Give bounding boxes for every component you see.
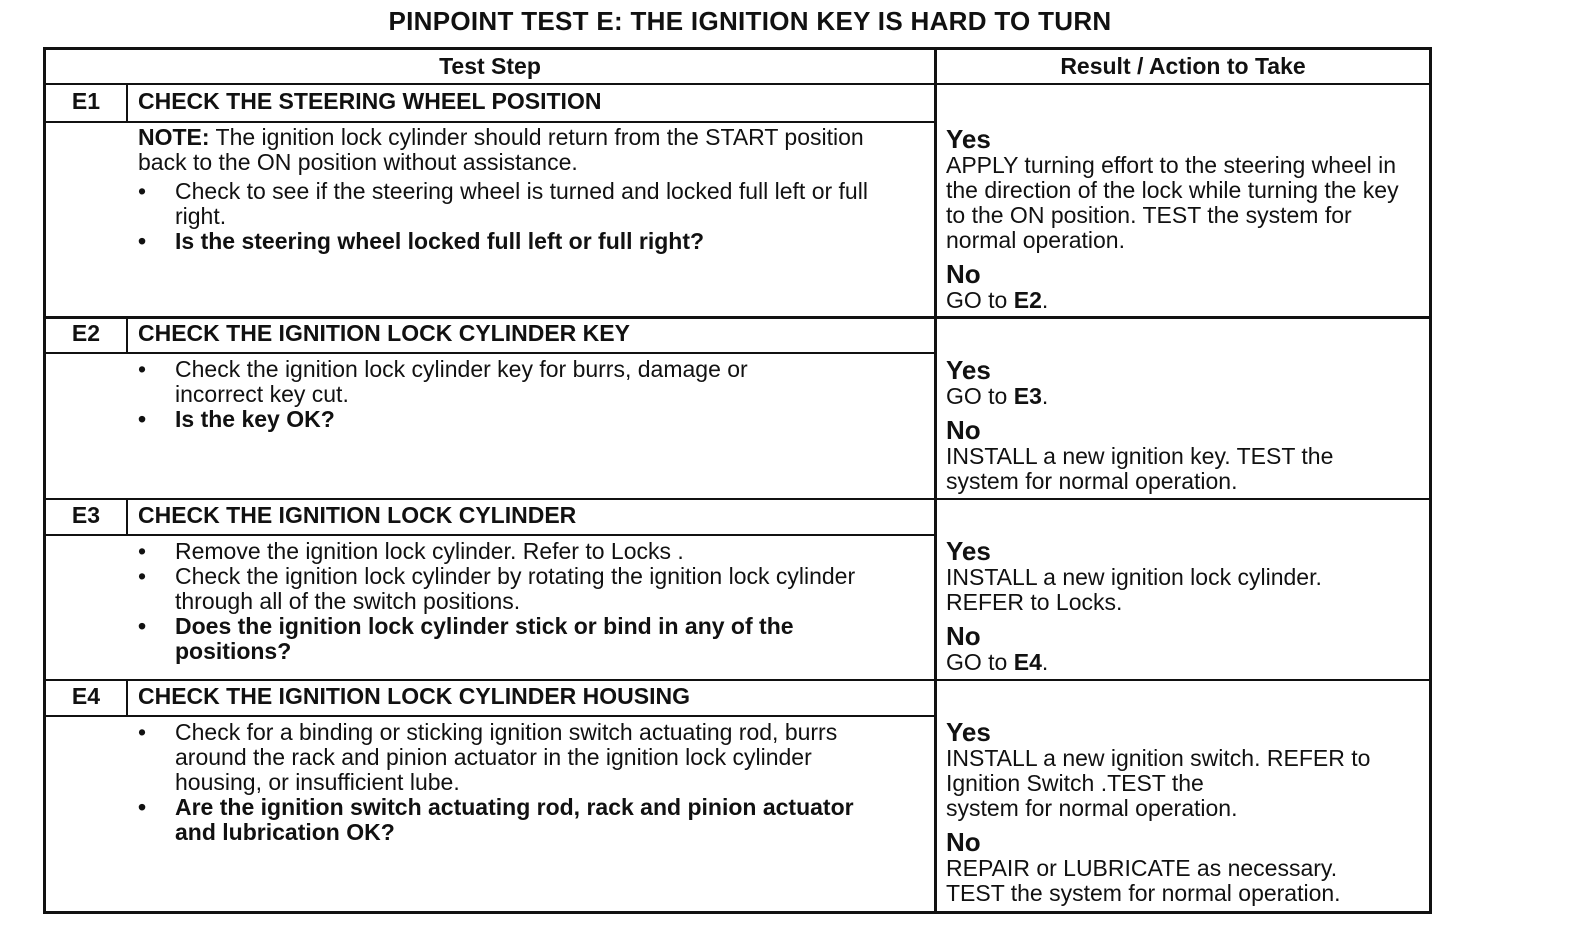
step-question: • Is the steering wheel locked full left or full right? — [138, 229, 898, 254]
step-question: • Does the ignition lock cylinder stick or bind in any of the positions? — [138, 614, 888, 664]
step-title: CHECK THE STEERING WHEEL POSITION — [138, 88, 602, 114]
no-action: INSTALL a new ignition key. TEST the system for normal operation. — [946, 443, 1334, 494]
step-id: E2 — [71, 320, 101, 346]
no-label: No — [946, 621, 981, 651]
step-body — [138, 720, 868, 845]
step-reference: E4 — [1013, 649, 1042, 675]
step-id: E1 — [71, 88, 101, 114]
no-action: GO to E4. — [946, 649, 1049, 675]
list-item: • Check the ignition lock cylinder by rotating the ignition lock cylinder through all of the switch positions. — [138, 564, 888, 614]
yes-label: Yes — [946, 717, 991, 747]
step-id: E4 — [71, 683, 101, 709]
step-question: • Are the ignition switch actuating rod, rack and pinion actuator and lubrication OK? — [138, 795, 868, 845]
step-title: CHECK THE IGNITION LOCK CYLINDER HOUSING — [138, 683, 691, 709]
result-cell — [946, 125, 1421, 320]
no-label: No — [946, 259, 981, 289]
step-body — [138, 357, 838, 432]
step-title-divider — [46, 715, 934, 717]
step-body — [138, 539, 888, 664]
result-cell — [946, 718, 1426, 913]
note-text: The ignition lock cylinder should return from the START position back to the ON position without assistance. — [138, 124, 864, 175]
list-item: • Check the ignition lock cylinder key for burrs, damage or incorrect key cut. — [138, 357, 838, 407]
yes-label: Yes — [946, 124, 991, 154]
no-label: No — [946, 827, 981, 857]
no-action: REPAIR or LUBRICATE as necessary. TEST the system for normal operation. — [946, 855, 1341, 906]
yes-action: INSTALL a new ignition lock cylinder. REFER to Locks. — [946, 564, 1322, 615]
step-title: CHECK THE IGNITION LOCK CYLINDER — [138, 502, 577, 528]
step-id-divider — [126, 500, 128, 534]
header-test-step: Test Step — [439, 53, 541, 79]
step-id: E3 — [71, 502, 101, 528]
no-action: GO to E2. — [946, 287, 1049, 313]
pinpoint-test-table — [43, 47, 1432, 914]
result-cell — [946, 537, 1376, 682]
no-label: No — [946, 415, 981, 445]
list-item: • Check for a binding or sticking ignition switch actuating rod, burrs around the rack and pinion actuator in the ignition lock cylinder housing, or insufficient lube. — [138, 720, 868, 795]
step-divider — [46, 316, 1429, 319]
step-reference: E2 — [1013, 287, 1042, 313]
step-id-divider — [126, 681, 128, 715]
yes-action: INSTALL a new ignition switch. REFER to Ignition Switch .TEST the system for normal operation. — [946, 745, 1371, 821]
list-item: • Check to see if the steering wheel is turned and locked full left or full right. — [138, 179, 898, 229]
note-label: NOTE: — [138, 124, 210, 150]
yes-label: Yes — [946, 355, 991, 385]
step-divider — [46, 679, 1429, 681]
step-body — [138, 125, 898, 254]
note — [138, 125, 898, 175]
column-divider — [934, 50, 937, 911]
step-title-divider — [46, 352, 934, 354]
yes-action: GO to E3. — [946, 383, 1049, 409]
step-id-divider — [126, 85, 128, 121]
step-title: CHECK THE IGNITION LOCK CYLINDER KEY — [138, 320, 630, 346]
step-title-divider — [46, 121, 934, 123]
yes-action: APPLY turning effort to the steering wheel in the direction of the lock while turning the key to the ON position. TEST the system for normal operation. — [946, 152, 1399, 253]
step-question: • Is the key OK? — [138, 407, 838, 432]
header-divider — [46, 83, 1429, 85]
result-cell — [946, 356, 1421, 501]
list-item: • Remove the ignition lock cylinder. Refer to Locks . — [138, 539, 888, 564]
page-title: PINPOINT TEST E: THE IGNITION KEY IS HARD TO TURN — [388, 6, 1112, 36]
yes-label: Yes — [946, 536, 991, 566]
step-divider — [46, 498, 1429, 500]
step-title-divider — [46, 534, 934, 536]
header-result-action: Result / Action to Take — [1060, 53, 1306, 79]
step-reference: E3 — [1013, 383, 1042, 409]
step-id-divider — [126, 319, 128, 352]
